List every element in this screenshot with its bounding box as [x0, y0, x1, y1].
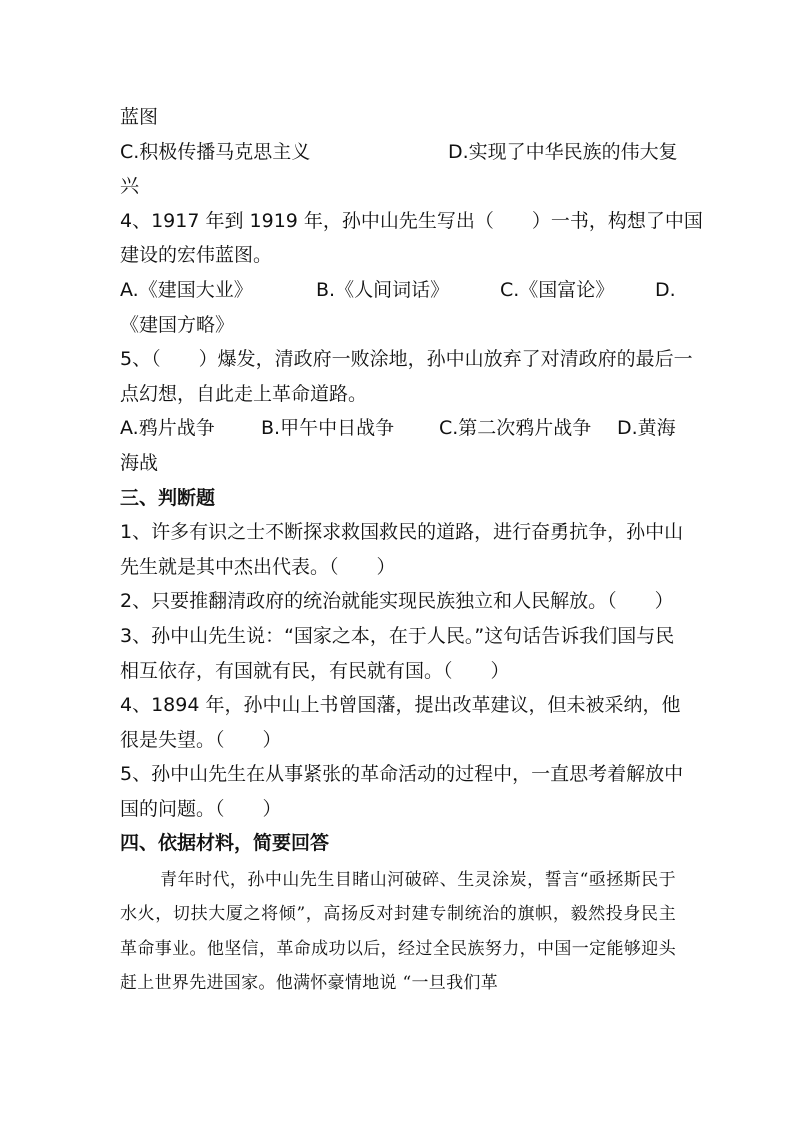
q5-option-d-wrap: 海战	[120, 451, 159, 474]
tf-item-3-line1: 3、孙中山先生说：“国家之本，在于人民。”这句话告诉我们国与民	[120, 624, 675, 647]
q3-option-d-wrap: 兴	[120, 175, 140, 198]
q5-option-d: D.黄海	[617, 417, 676, 440]
tf-item-2-line1: 2、只要推翻清政府的统治就能实现民族独立和人民解放。（ ）	[120, 590, 674, 613]
q3-option-c: C.积极传播马克思主义	[120, 140, 311, 163]
tf-item-4-line1: 4、1894 年，孙中山上书曾国藩，提出改革建议，但未被采纳，他	[120, 694, 681, 717]
q5-option-c: C.第二次鸦片战争	[439, 417, 592, 440]
q5-options-row	[120, 411, 680, 446]
q4-stem-line2: 建设的宏伟蓝图。	[120, 244, 273, 267]
q4-options-row	[120, 273, 680, 308]
q3-option-d: D.实现了中华民族的伟大复	[448, 140, 678, 163]
tf-item-4-line2: 很是失望。（ ）	[120, 728, 282, 751]
q5-option-a: A.鸦片战争	[120, 417, 215, 440]
section4-title: 四、依据材料，简要回答	[120, 832, 330, 855]
q5-stem-line2: 点幻想，自此走上革命道路。	[120, 382, 368, 405]
tf-item-5-line1: 5、孙中山先生在从事紧张的革命活动的过程中，一直思考着解放中	[120, 763, 684, 786]
q3-continued-text: 蓝图	[120, 106, 159, 128]
q5-option-b: B.甲午中日战争	[261, 417, 395, 440]
tf-item-1-line1: 1、许多有识之士不断探求救国救民的道路，进行奋勇抗争，孙中山	[120, 521, 684, 544]
tf-item-5-line2: 国的问题。（ ）	[120, 797, 282, 820]
material-paragraph: 青年时代，孙中山先生目睹山河破碎、生灵涂炭，誓言“亟拯斯民于水火，切扶大厦之将倾”，高扬反对封建专制统治的旗帜，毅然投身民主革命事业。他坚信，革命成功以后，经过全民族努力，中国一定能够迎头赶上世界先进国家。他满怀豪情地说 “一旦我们革	[120, 870, 676, 994]
q5-stem-line1: 5、（ ）爆发，清政府一败涂地，孙中山放弃了对清政府的最后一	[120, 348, 693, 371]
q4-option-b: B.《人间词话》	[316, 278, 450, 301]
tf-item-3-line2: 相互依存，有国就有民，有民就有国。（ ）	[120, 659, 510, 682]
q3-options-row	[120, 135, 680, 170]
tf-item-1-line2: 先生就是其中杰出代表。（ ）	[120, 555, 396, 578]
q4-option-d-wrap: 《建国方略》	[120, 313, 235, 336]
worksheet-page	[120, 100, 703, 1001]
section3-title: 三、判断题	[120, 486, 216, 509]
q4-option-d: D.	[655, 278, 676, 301]
q4-option-c: C.《国富论》	[500, 278, 615, 301]
q4-option-a: A.《建国大业》	[120, 278, 253, 301]
q4-stem-line1: 4、1917 年到 1919 年，孙中山先生写出（ ）一书，构想了中国	[120, 209, 703, 232]
